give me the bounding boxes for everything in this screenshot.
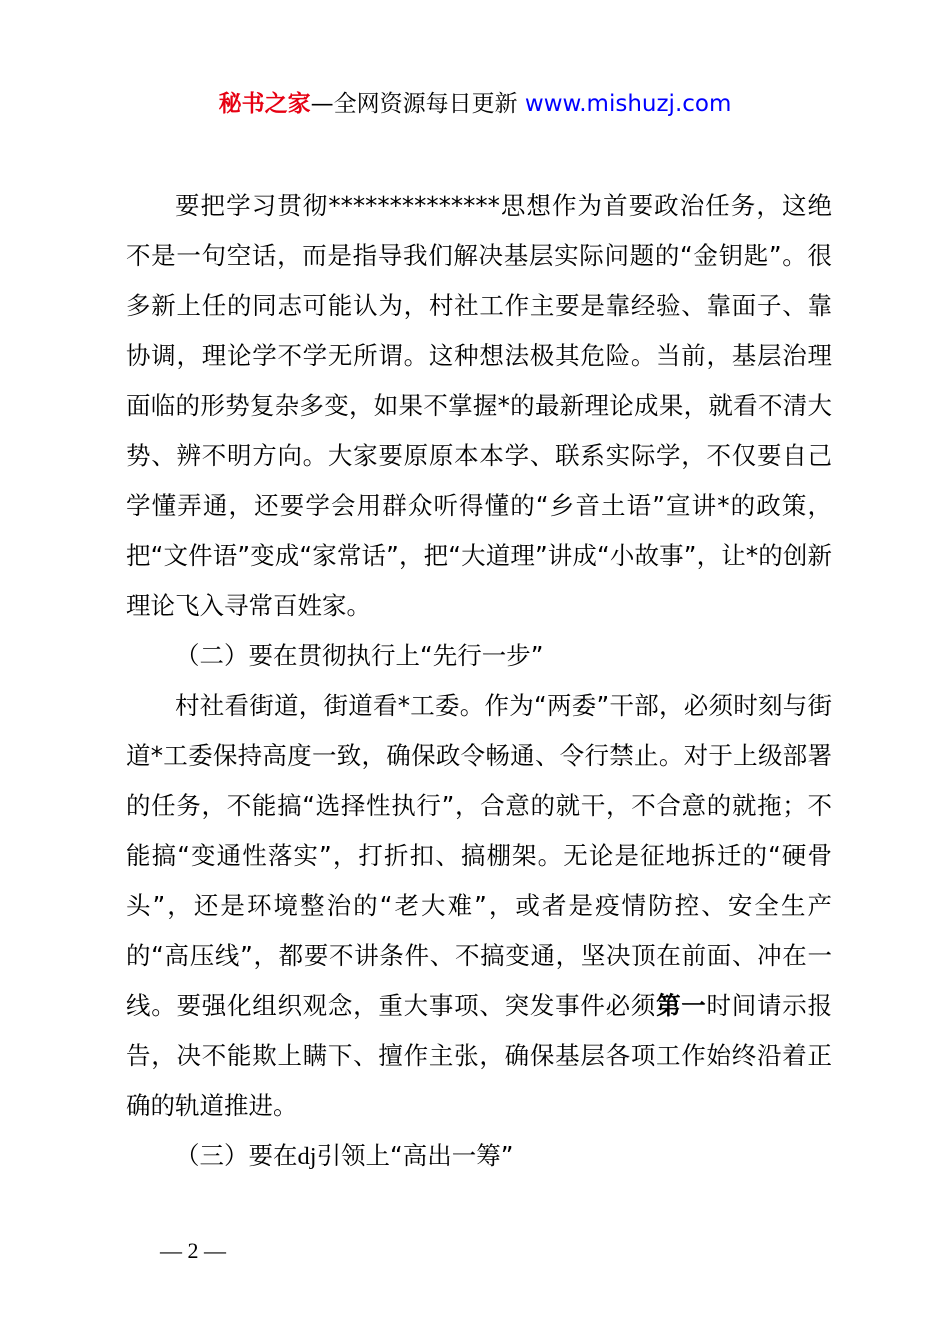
section-heading-3 <box>126 1131 832 1182</box>
section-heading-2: （二）要在贯彻执行上“先行一步” <box>175 641 544 670</box>
heading-3-text-a: （三）要在 <box>175 1141 298 1170</box>
site-url-link[interactable]: www.mishuzj.com <box>524 91 732 117</box>
document-body <box>126 181 832 1182</box>
paragraph-2-bold: 第一 <box>656 991 707 1020</box>
brand-name: 秘书之家 <box>218 91 311 117</box>
header-tagline: —全网资源每日更新 <box>310 91 518 117</box>
site-header <box>0 86 950 122</box>
paragraph-1: 要把学习贯彻**************思想作为首要政治任务，这绝不是一句空话，而是指导我们解决基层实际问题的“金钥匙”。很多新上任的同志可能认为，村社工作主要是靠经验、靠面子、靠协调，理论学不学无所谓。这种想法极其危险。当前，基层治理面临的形势复杂多变，如果不掌握*的最新理论成果，就看不清大势、辨不明方向。大家要原原本本学、联系实际学，不仅要自己学懂弄通，还要学会用群众听得懂的“乡音土语”宣讲*的政策，把“文件语”变成“家常话”，把“大道理”讲成“小故事”，让*的创新理论飞入寻常百姓家。 <box>126 191 832 620</box>
heading-3-text-b: 引领上“高出一筹” <box>316 1141 514 1170</box>
paragraph-2-text-b: 时间请示报告，决不能欺上瞒下、擅作主张，确保基层各项工作始终沿着正确的轨道推进。 <box>126 991 833 1120</box>
heading-3-latin: dj <box>297 1143 317 1170</box>
paragraph-2 <box>126 681 832 1131</box>
paragraph-2-text-a: 村社看街道，街道看*工委。作为“两委”干部，必须时刻与街道*工委保持高度一致，确保政令畅通、令行禁止。对于上级部署的任务，不能搞“选择性执行”，合意的就干，不合意的就拖；不能搞“变通性落实”，打折扣、搞棚架。无论是征地拆迁的“硬骨头”，还是环境整治的“老大难”，或者是疫情防控、安全生产的“高压线”，都要不讲条件、不搞变通，坚决顶在前面、冲在一线。要强化组织观念，重大事项、突发事件必须 <box>126 691 832 1020</box>
page-number: — 2 — <box>160 1238 226 1263</box>
